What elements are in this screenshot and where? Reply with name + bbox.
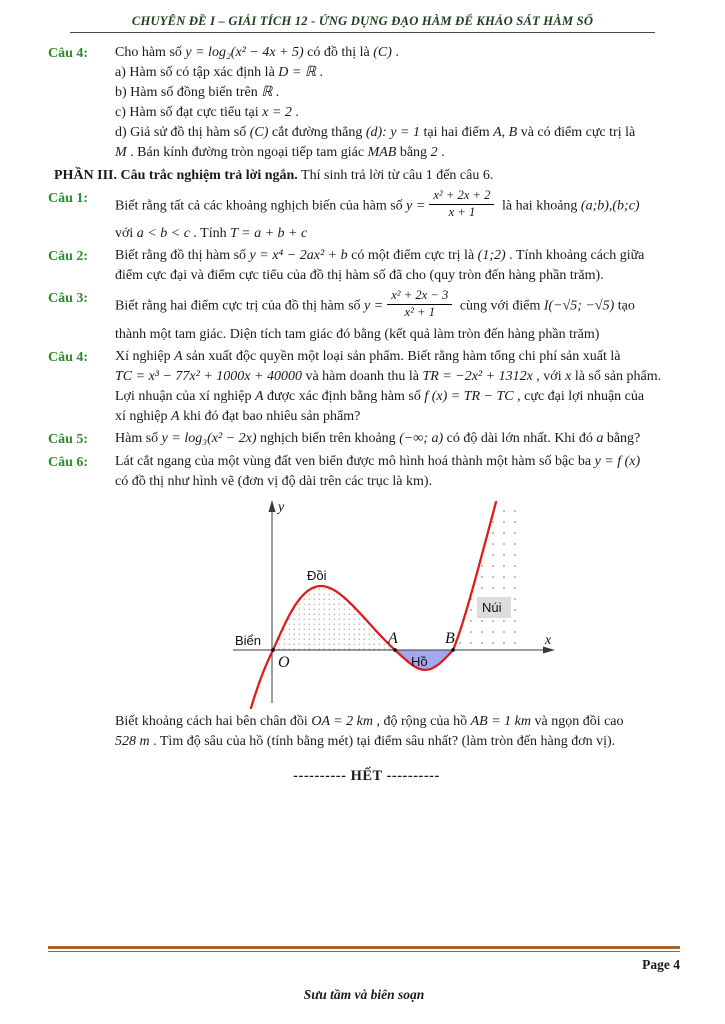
text-line — [115, 325, 685, 345]
question-row — [48, 452, 685, 492]
text-line — [115, 429, 685, 449]
text-run: với — [115, 226, 137, 242]
point-a-label: A — [388, 629, 398, 647]
text-run: Biết rằng đồ thị hàm số — [115, 248, 250, 264]
text-line — [115, 732, 685, 752]
question-label: Câu 6: — [48, 454, 89, 470]
math-run: A, B — [493, 125, 518, 140]
text-run: được xác định bằng hàm số — [263, 388, 425, 404]
text-run: tạo — [614, 298, 635, 314]
text-line — [115, 266, 685, 286]
page-header — [70, 14, 655, 33]
math-run: A — [171, 408, 180, 424]
math-run: T = a + b + c — [230, 226, 308, 242]
text-line — [115, 143, 685, 163]
text-run: d) Giả sử đồ thị hàm số — [115, 125, 250, 140]
text-line — [115, 367, 685, 387]
math-run: OA = 2 km — [311, 713, 374, 729]
page-number: Page 4 — [642, 957, 680, 972]
math-run: y = — [364, 298, 384, 314]
questions-list — [48, 188, 685, 492]
math-run: y = — [406, 198, 426, 214]
mountain-dotted-region — [453, 502, 523, 650]
text-run: . — [391, 45, 399, 60]
text-run: Biết rằng hai điểm cực trị của đồ thị hàm số — [115, 298, 365, 314]
text-run: điểm cực đại và điểm cực tiểu của đồ thị hàm số đã cho (quy tròn đến hàng phần trăm). — [115, 268, 604, 284]
fraction-numerator: x² + 2x − 3 — [387, 288, 452, 305]
text-run: . Bán kính đường tròn ngoại tiếp tam giác — [126, 145, 368, 160]
math-run: y = x⁴ − 2ax² + b — [249, 248, 348, 264]
section-heading — [54, 166, 685, 186]
math-run: (d): y = 1 — [365, 125, 420, 140]
hill-label: Đồi — [307, 567, 327, 583]
math-run: 2 — [430, 145, 438, 160]
text-line — [115, 224, 685, 244]
sea-label: Biển — [235, 632, 262, 648]
math-run: x = 2 — [262, 105, 292, 120]
text-run: . — [272, 85, 280, 100]
mountain-label: Núi — [482, 599, 502, 615]
content — [48, 43, 685, 785]
text-line — [115, 83, 685, 103]
question-row — [48, 246, 685, 286]
math-run: (−∞; a) — [399, 430, 444, 446]
math-run: y = log₂(x² − 4x + 5) — [185, 45, 304, 60]
question-body — [115, 246, 685, 286]
text-run: khi đó đạt bao nhiêu sản phẩm? — [179, 408, 361, 424]
math-run: (1;2) — [477, 248, 506, 264]
math-run: A — [174, 348, 183, 364]
text-run: . Tính khoảng cách giữa — [505, 248, 645, 264]
section-heading-rest: Thí sinh trả lời từ câu 1 đến câu 6. — [297, 168, 494, 183]
text-run: tại hai điểm — [420, 125, 494, 140]
text-run: . — [315, 65, 323, 80]
math-fraction — [387, 288, 452, 320]
question-body — [115, 429, 685, 450]
note-body — [115, 712, 685, 752]
text-run: . Tìm độ sâu của hồ (tính bằng mét) tại điểm sâu nhất? (làm tròn đến hàng đơn vị). — [149, 733, 616, 749]
text-run: b) Hàm số đồng biến trên — [115, 85, 262, 100]
text-run: Biết rằng tất cả các khoảng nghịch biến của hàm số — [115, 198, 407, 214]
terrain-curve — [251, 499, 496, 708]
question-row — [48, 188, 685, 244]
text-run: cắt đường thẳng — [268, 125, 366, 140]
footer-credit: Sưu tầm và biên soạn — [303, 987, 425, 1002]
question-body — [115, 288, 685, 344]
text-line — [115, 407, 685, 427]
fraction-denominator: x + 1 — [448, 204, 476, 219]
text-run: Lát cắt ngang của một vùng đất ven biển được mô hình hoá thành một hàm số bậc ba — [115, 453, 595, 469]
fraction-numerator: x² + 2x + 2 — [429, 188, 494, 205]
math-run: x — [565, 368, 572, 384]
text-run: Cho hàm số — [115, 45, 186, 60]
lake-label: Hồ — [411, 653, 428, 669]
text-run: có một điểm cực trị là — [347, 248, 478, 264]
question-row — [48, 347, 685, 427]
text-line — [115, 188, 685, 224]
text-run: , cực đại lợi nhuận của — [513, 388, 645, 404]
text-line — [115, 452, 685, 472]
y-axis-arrow-icon — [269, 500, 276, 512]
question-label: Câu 3: — [48, 291, 89, 307]
origin-point — [271, 648, 275, 652]
math-run: a — [596, 430, 604, 446]
math-run: AB = 1 km — [470, 713, 531, 729]
document-title: CHUYÊN ĐỀ I – GIẢI TÍCH 12 - ỨNG DỤNG ĐẠO HÀM ĐỂ KHẢO SÁT HÀM SỐ — [131, 14, 594, 28]
text-run: Hàm số — [115, 430, 162, 446]
text-run: Biết khoảng cách hai bên chân đồi — [115, 713, 312, 729]
text-run: là hai khoảng — [498, 198, 581, 214]
text-run: có đồ thị là — [303, 45, 374, 60]
text-run: a) Hàm số có tập xác định là — [115, 65, 279, 80]
text-line — [115, 472, 685, 492]
question-row — [48, 288, 685, 344]
question-body — [115, 347, 685, 427]
section-heading-bold: PHẦN III. Câu trắc nghiệm trả lời ngắn. — [54, 168, 298, 183]
origin-label: O — [278, 653, 290, 671]
text-line — [115, 288, 685, 324]
footer-rule — [48, 946, 680, 952]
question-label: Câu 2: — [48, 249, 89, 265]
math-run: f (x) = TR − TC — [424, 388, 514, 404]
text-run: bằng? — [603, 430, 641, 446]
end-of-test-mark: ---------- HẾT ---------- — [293, 767, 440, 784]
math-run: y = log₃(x² − 2x) — [161, 430, 257, 446]
text-run: và hàm doanh thu là — [301, 368, 423, 384]
text-run: xí nghiệp — [115, 408, 171, 424]
text-line — [115, 712, 685, 732]
text-run: . — [291, 105, 299, 120]
page-footer — [48, 946, 680, 1003]
text-run: . — [437, 145, 445, 160]
math-run: MAB — [367, 145, 397, 160]
text-run: và ngọn đồi cao — [530, 713, 624, 729]
text-run: có đồ thị như hình vẽ (đơn vị độ dài trên các trục là km). — [115, 473, 433, 489]
text-line — [115, 347, 685, 367]
math-run: 528 m — [115, 733, 150, 749]
math-run: a < b < c — [136, 226, 190, 242]
question-label: Câu 4: — [48, 349, 89, 365]
point-b — [451, 648, 455, 652]
text-run: có độ dài lớn nhất. Khi đó — [443, 430, 597, 446]
fraction-denominator: x² + 1 — [404, 305, 435, 320]
text-line — [115, 43, 685, 63]
math-run: A — [254, 388, 264, 404]
question-label: Câu 5: — [48, 431, 89, 447]
math-run: (C) — [249, 125, 269, 140]
text-run: c) Hàm số đạt cực tiểu tại — [115, 105, 263, 120]
text-run: bằng — [396, 145, 431, 160]
question-label-spacer — [48, 712, 115, 752]
question-label: Câu 1: — [48, 191, 89, 206]
hill-dotted-region — [273, 586, 395, 650]
point-b-label: B — [445, 629, 455, 647]
math-run: y = f (x) — [594, 453, 641, 469]
question-part2-cau4 — [48, 43, 685, 163]
math-run: (C) — [373, 45, 392, 60]
question-body — [115, 43, 685, 163]
text-run: . Tính — [189, 226, 231, 242]
y-axis-label: y — [278, 499, 285, 515]
math-run: I(−√5; −√5) — [543, 298, 615, 314]
text-run: , với — [532, 368, 566, 384]
text-run: , độ rộng của hồ — [373, 713, 471, 729]
question-body — [115, 188, 685, 244]
text-line — [115, 103, 685, 123]
math-run: (a;b),(b;c) — [580, 198, 640, 214]
terrain-graph — [183, 498, 563, 710]
question-row — [48, 429, 685, 450]
text-line — [115, 246, 685, 266]
math-run: D = ℝ — [278, 65, 316, 80]
question-body — [115, 452, 685, 492]
point-a — [393, 648, 397, 652]
math-run: TC = x³ − 77x² + 1000x + 40000 — [115, 368, 302, 384]
text-run: Lợi nhuận của xí nghiệp — [115, 388, 255, 404]
text-run: sản xuất độc quyền một loại sản phẩm. Biết rằng hàm tổng chi phí sản xuất là — [182, 348, 621, 364]
math-fraction — [429, 188, 494, 220]
text-line — [115, 387, 685, 407]
text-run: và có điểm cực trị là — [517, 125, 636, 140]
question-label: Câu 4: — [48, 46, 89, 61]
text-run: nghịch biến trên khoảng — [256, 430, 400, 446]
math-run: TR = −2x² + 1312x — [422, 368, 533, 384]
text-run: cùng với điểm — [456, 298, 544, 314]
math-run: ℝ — [261, 85, 273, 100]
x-axis-label: x — [545, 632, 552, 648]
text-run: thành một tam giác. Diện tích tam giác đó bằng (kết quả làm tròn đến hàng phần trăm) — [115, 326, 600, 342]
text-line — [115, 63, 685, 83]
text-line — [115, 123, 685, 143]
text-run: Xí nghiệp — [115, 348, 175, 364]
text-run: là số sản phẩm. — [571, 368, 662, 384]
q6-note — [48, 712, 685, 752]
math-run: M — [115, 145, 127, 160]
cross-section-figure — [183, 498, 685, 710]
